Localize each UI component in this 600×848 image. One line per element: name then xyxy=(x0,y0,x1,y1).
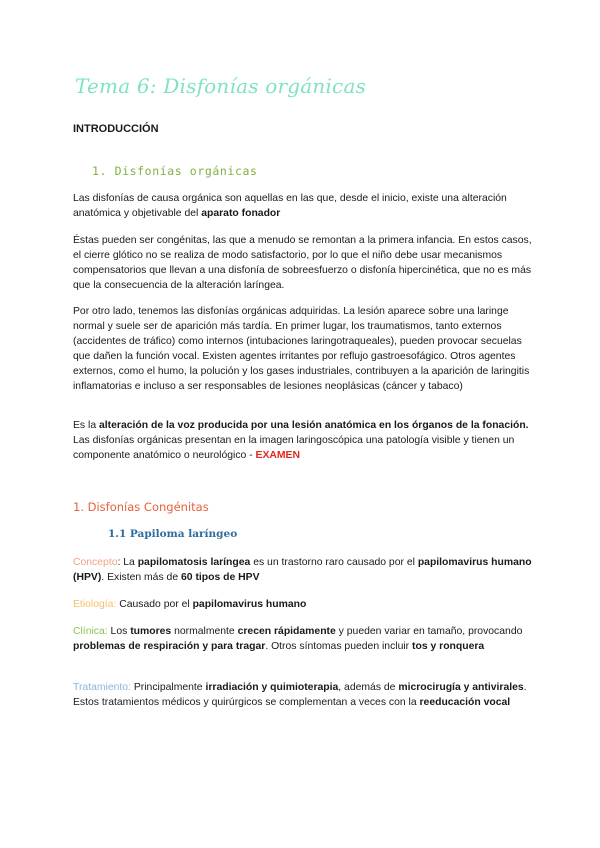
bold-term: alteración de la voz producida por una lesión anatómica en los órganos de la fonación. xyxy=(99,420,529,431)
bold-term: aparato fonador xyxy=(201,207,281,219)
section-heading-organicas: 1. Disfonías orgánicas xyxy=(92,164,258,178)
paragraph-tratamiento xyxy=(73,681,535,711)
bold-term: tumores xyxy=(130,626,172,637)
bold-term: crecen rápidamente xyxy=(237,626,336,637)
bold-term: papilomavirus humano xyxy=(192,599,307,610)
bold-term: papilomatosis laríngea xyxy=(137,557,251,568)
page-title: Tema 6: Disfonías orgánicas xyxy=(75,74,367,98)
text-run: Las disfonías de causa orgánica son aquellas en las que, desde el inicio, existe una alteración anatómica y objetivable del xyxy=(73,193,507,219)
bold-term: microcirugía y antivirales xyxy=(398,682,524,693)
text-run: normalmente xyxy=(171,626,238,637)
paragraph-concepto xyxy=(73,556,535,586)
text-run: . Estos tratamientos médicos y quirúrgicos se complementan a veces con la xyxy=(73,682,527,708)
bold-term: irradiación y quimioterapia xyxy=(205,682,339,693)
text-run: Los xyxy=(107,626,131,637)
bold-term: 60 tipos de HPV xyxy=(181,571,260,583)
exam-marker: EXAMEN xyxy=(255,449,300,461)
paragraph-definicion xyxy=(73,192,535,222)
text-run: Principalmente xyxy=(130,682,206,693)
subsection-heading-papiloma: 1.1 Papiloma laríngeo xyxy=(108,528,238,540)
bold-term: problemas de respiración y para tragar xyxy=(73,640,266,652)
paragraph-adquiridas xyxy=(73,305,535,394)
text-run: Por otro lado, tenemos las disfonías orgánicas adquiridas. La lesión aparece sobre una laringe normal y suele ser de aparición más tardía. En primer lugar, los traumatismos, tanto externos (accidentes de tráfico) como internos (intubaciones laringotraqueales), pueden provocar secuelas que dañen la función vocal. Existen agentes irritantes por reflujo gastroesofágico. Otros agentes externos, como el humo, la polución y los gases industriales, contribuyen a la aparición de laringitis inflamatorias e incluso a ser responsables de lesiones neoplásicas (cáncer y tabaco) xyxy=(73,306,530,392)
section-heading-congenitas: 1. Disfonías Congénitas xyxy=(73,500,209,514)
text-run: . Otros síntomas pueden incluir xyxy=(265,640,413,652)
text-run: es un trastorno raro causado por el xyxy=(250,557,418,568)
text-run: , además de xyxy=(338,682,399,693)
text-run: Las disfonías orgánicas presentan en la imagen laringoscópica una patología visible y tienen un componente anatómico o neurológico - xyxy=(73,434,515,461)
concepto-label: Concepto xyxy=(73,557,118,568)
text-run: y pueden variar en tamaño, provocando xyxy=(335,626,523,637)
paragraph-alteracion xyxy=(73,419,535,464)
tratamiento-label: Tratamiento: xyxy=(73,682,131,693)
text-run: Éstas pueden ser congénitas, las que a menudo se remontan a la primera infancia. En estos casos, el cierre glótico no se realiza de modo satisfactorio, por lo que el niño debe usar mecanismos compensatorios que llevan a una disfonía de sobreesfuerzo o disfonía hipercinética, que no es más que la consecuencia de la alteración laríngea. xyxy=(73,235,532,291)
paragraph-congenitas xyxy=(73,234,535,294)
paragraph-etiologia xyxy=(73,598,535,613)
text-run: : La xyxy=(117,557,138,568)
clinica-label: Clínica: xyxy=(73,626,108,637)
bold-term: tos y ronquera xyxy=(412,640,485,652)
etiologia-label: Etiología: xyxy=(73,599,117,610)
bold-term: papilomavirus humano (HPV) xyxy=(73,557,532,583)
text-run: . Existen más de xyxy=(101,571,181,583)
paragraph-clinica xyxy=(73,625,535,655)
bold-term: reeducación vocal xyxy=(419,696,511,708)
intro-heading: INTRODUCCIÓN xyxy=(73,123,159,135)
text-run: Es la xyxy=(73,420,99,431)
text-run: Causado por el xyxy=(116,599,193,610)
